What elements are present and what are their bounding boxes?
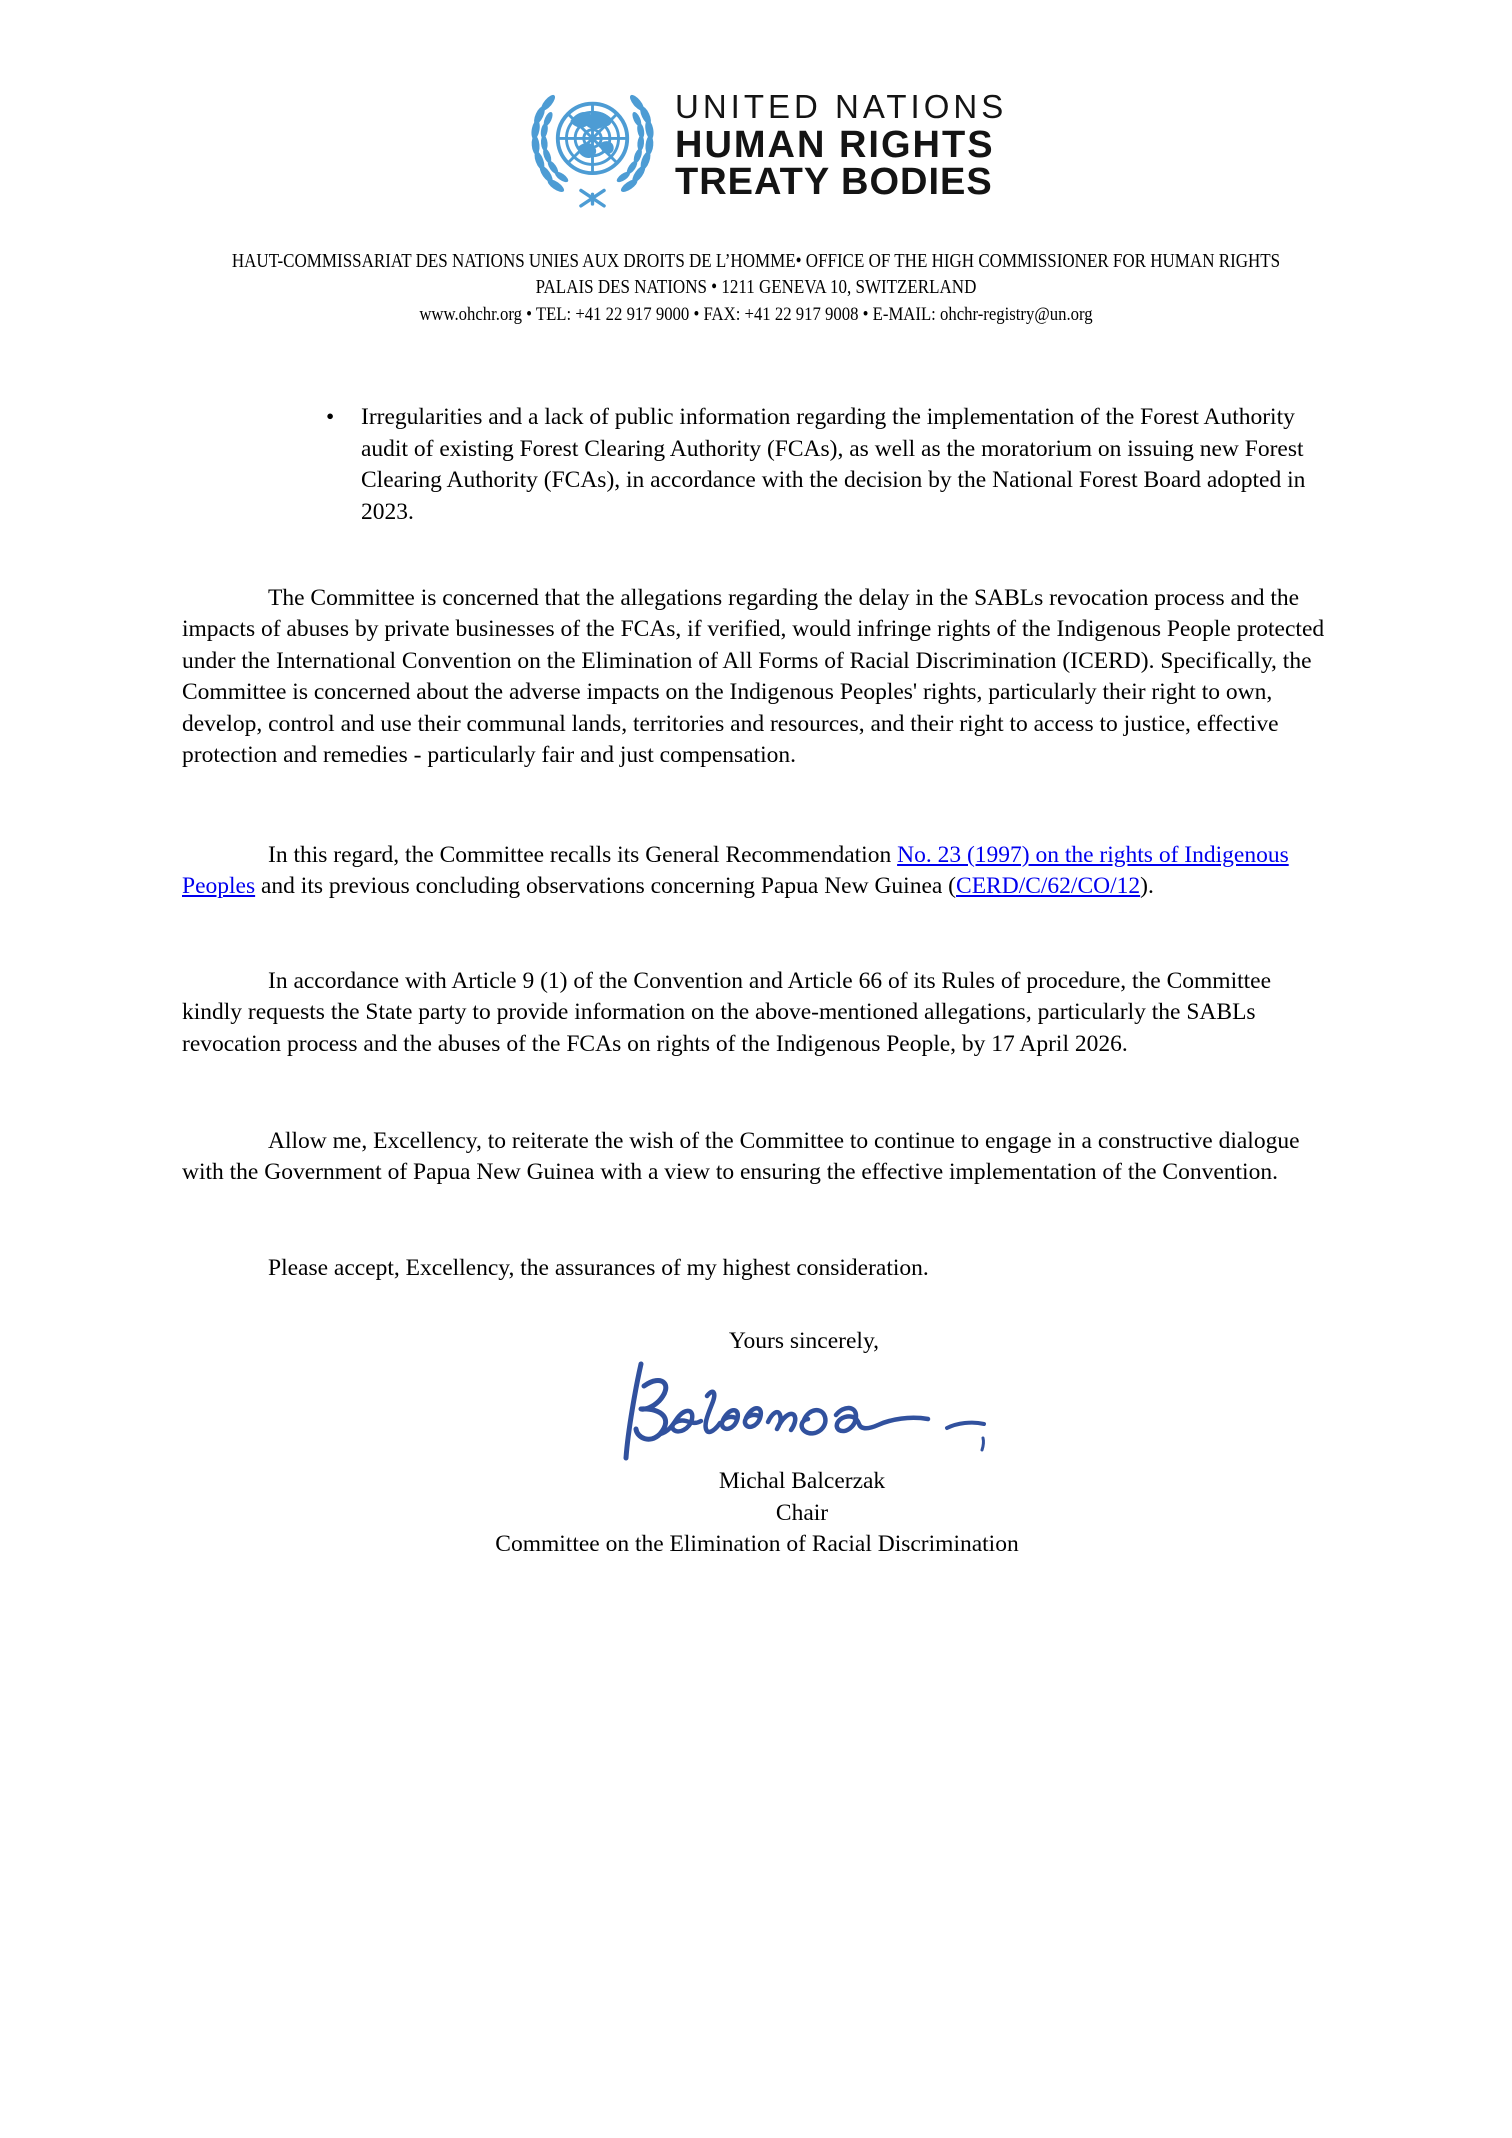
bullet-text: Irregularities and a lack of public information regarding the implementation of the Forest Authority audit of existing Forest Clearing Authority (FCAs), as well as the moratorium on issuing new Forest Clearing Authority (FCAs), in accordance with the decision by the National Forest Board adopted in 2023. bbox=[361, 404, 1306, 525]
signature-michal-balcerzak bbox=[610, 1358, 995, 1464]
paragraph-text: ). bbox=[1140, 873, 1154, 899]
signer-name: Michal Balcerzak bbox=[718, 1468, 886, 1494]
un-brand-text bbox=[675, 88, 1007, 201]
paragraph-text: and its previous concluding observations concerning Papua New Guinea ( bbox=[255, 873, 957, 899]
letterhead-contact-line: www.ohchr.org • TEL: +41 22 917 9000 • FAX: +41 22 917 9008 • E-MAIL: ohchr-registry@un.org bbox=[419, 304, 1093, 325]
closing-salutation: Yours sincerely, bbox=[728, 1328, 880, 1354]
brand-line-united-nations: UNITED NATIONS bbox=[675, 88, 1008, 125]
paragraph-dialogue: Allow me, Excellency, to reiterate the wish of the Committee to continue to engage in a constructive dialogue with the Government of Papua New Guinea with a view to ensuring the effective implementation of the Convention. bbox=[182, 1127, 1300, 1185]
letterhead-office-line: HAUT-COMMISSARIAT DES NATIONS UNIES AUX DROITS DE L’HOMME• OFFICE OF THE HIGH COMMISSIONER FOR HUMAN RIGHTS bbox=[231, 250, 1281, 272]
paragraph-recall bbox=[182, 840, 1334, 903]
brand-line-treaty-bodies: TREATY BODIES bbox=[675, 161, 993, 203]
paragraph-request: In accordance with Article 9 (1) of the Convention and Article 66 of its Rules of procedure, the Committee kindly requests the State party to provide information on the above-mentioned allegations, particularly the SABLs revocation process and the abuses of the FCAs on rights of the Indigenous People, by 17 April 2026. bbox=[182, 967, 1272, 1057]
un-emblem-icon bbox=[525, 85, 660, 213]
signer-committee: Committee on the Elimination of Racial Discrimination bbox=[495, 1531, 1019, 1557]
paragraph-concern: The Committee is concerned that the allegations regarding the delay in the SABLs revocation process and the impacts of abuses by private businesses of the FCAs, if verified, would infringe rights of the Indigenous People protected under the International Convention on the Elimination of All Forms of Racial Discrimination (ICERD). Specifically, the Committee is concerned about the adverse impacts on the Indigenous Peoples' rights, particularly their right to own, develop, control and use their communal lands, territories and resources, and their right to access to justice, effective protection and remedies - particularly fair and just compensation. bbox=[182, 584, 1325, 768]
letterhead-address-line: PALAIS DES NATIONS • 1211 GENEVA 10, SWITZERLAND bbox=[535, 276, 977, 298]
paragraph-text: In this regard, the Committee recalls its General Recommendation bbox=[268, 841, 898, 868]
brand-line-human-rights: HUMAN RIGHTS bbox=[675, 124, 995, 166]
paragraph-accept: Please accept, Excellency, the assurances of my highest consideration. bbox=[268, 1254, 929, 1281]
bullet-item bbox=[326, 402, 1333, 528]
inline-link[interactable]: CERD/C/62/CO/12 bbox=[956, 873, 1141, 899]
inline-link[interactable]: No. 23 (1997) on the rights of Indigenous Peoples bbox=[182, 841, 1289, 899]
un-brand-header bbox=[525, 85, 1007, 213]
signer-title: Chair bbox=[775, 1500, 829, 1526]
bullet-marker: • bbox=[326, 404, 335, 430]
